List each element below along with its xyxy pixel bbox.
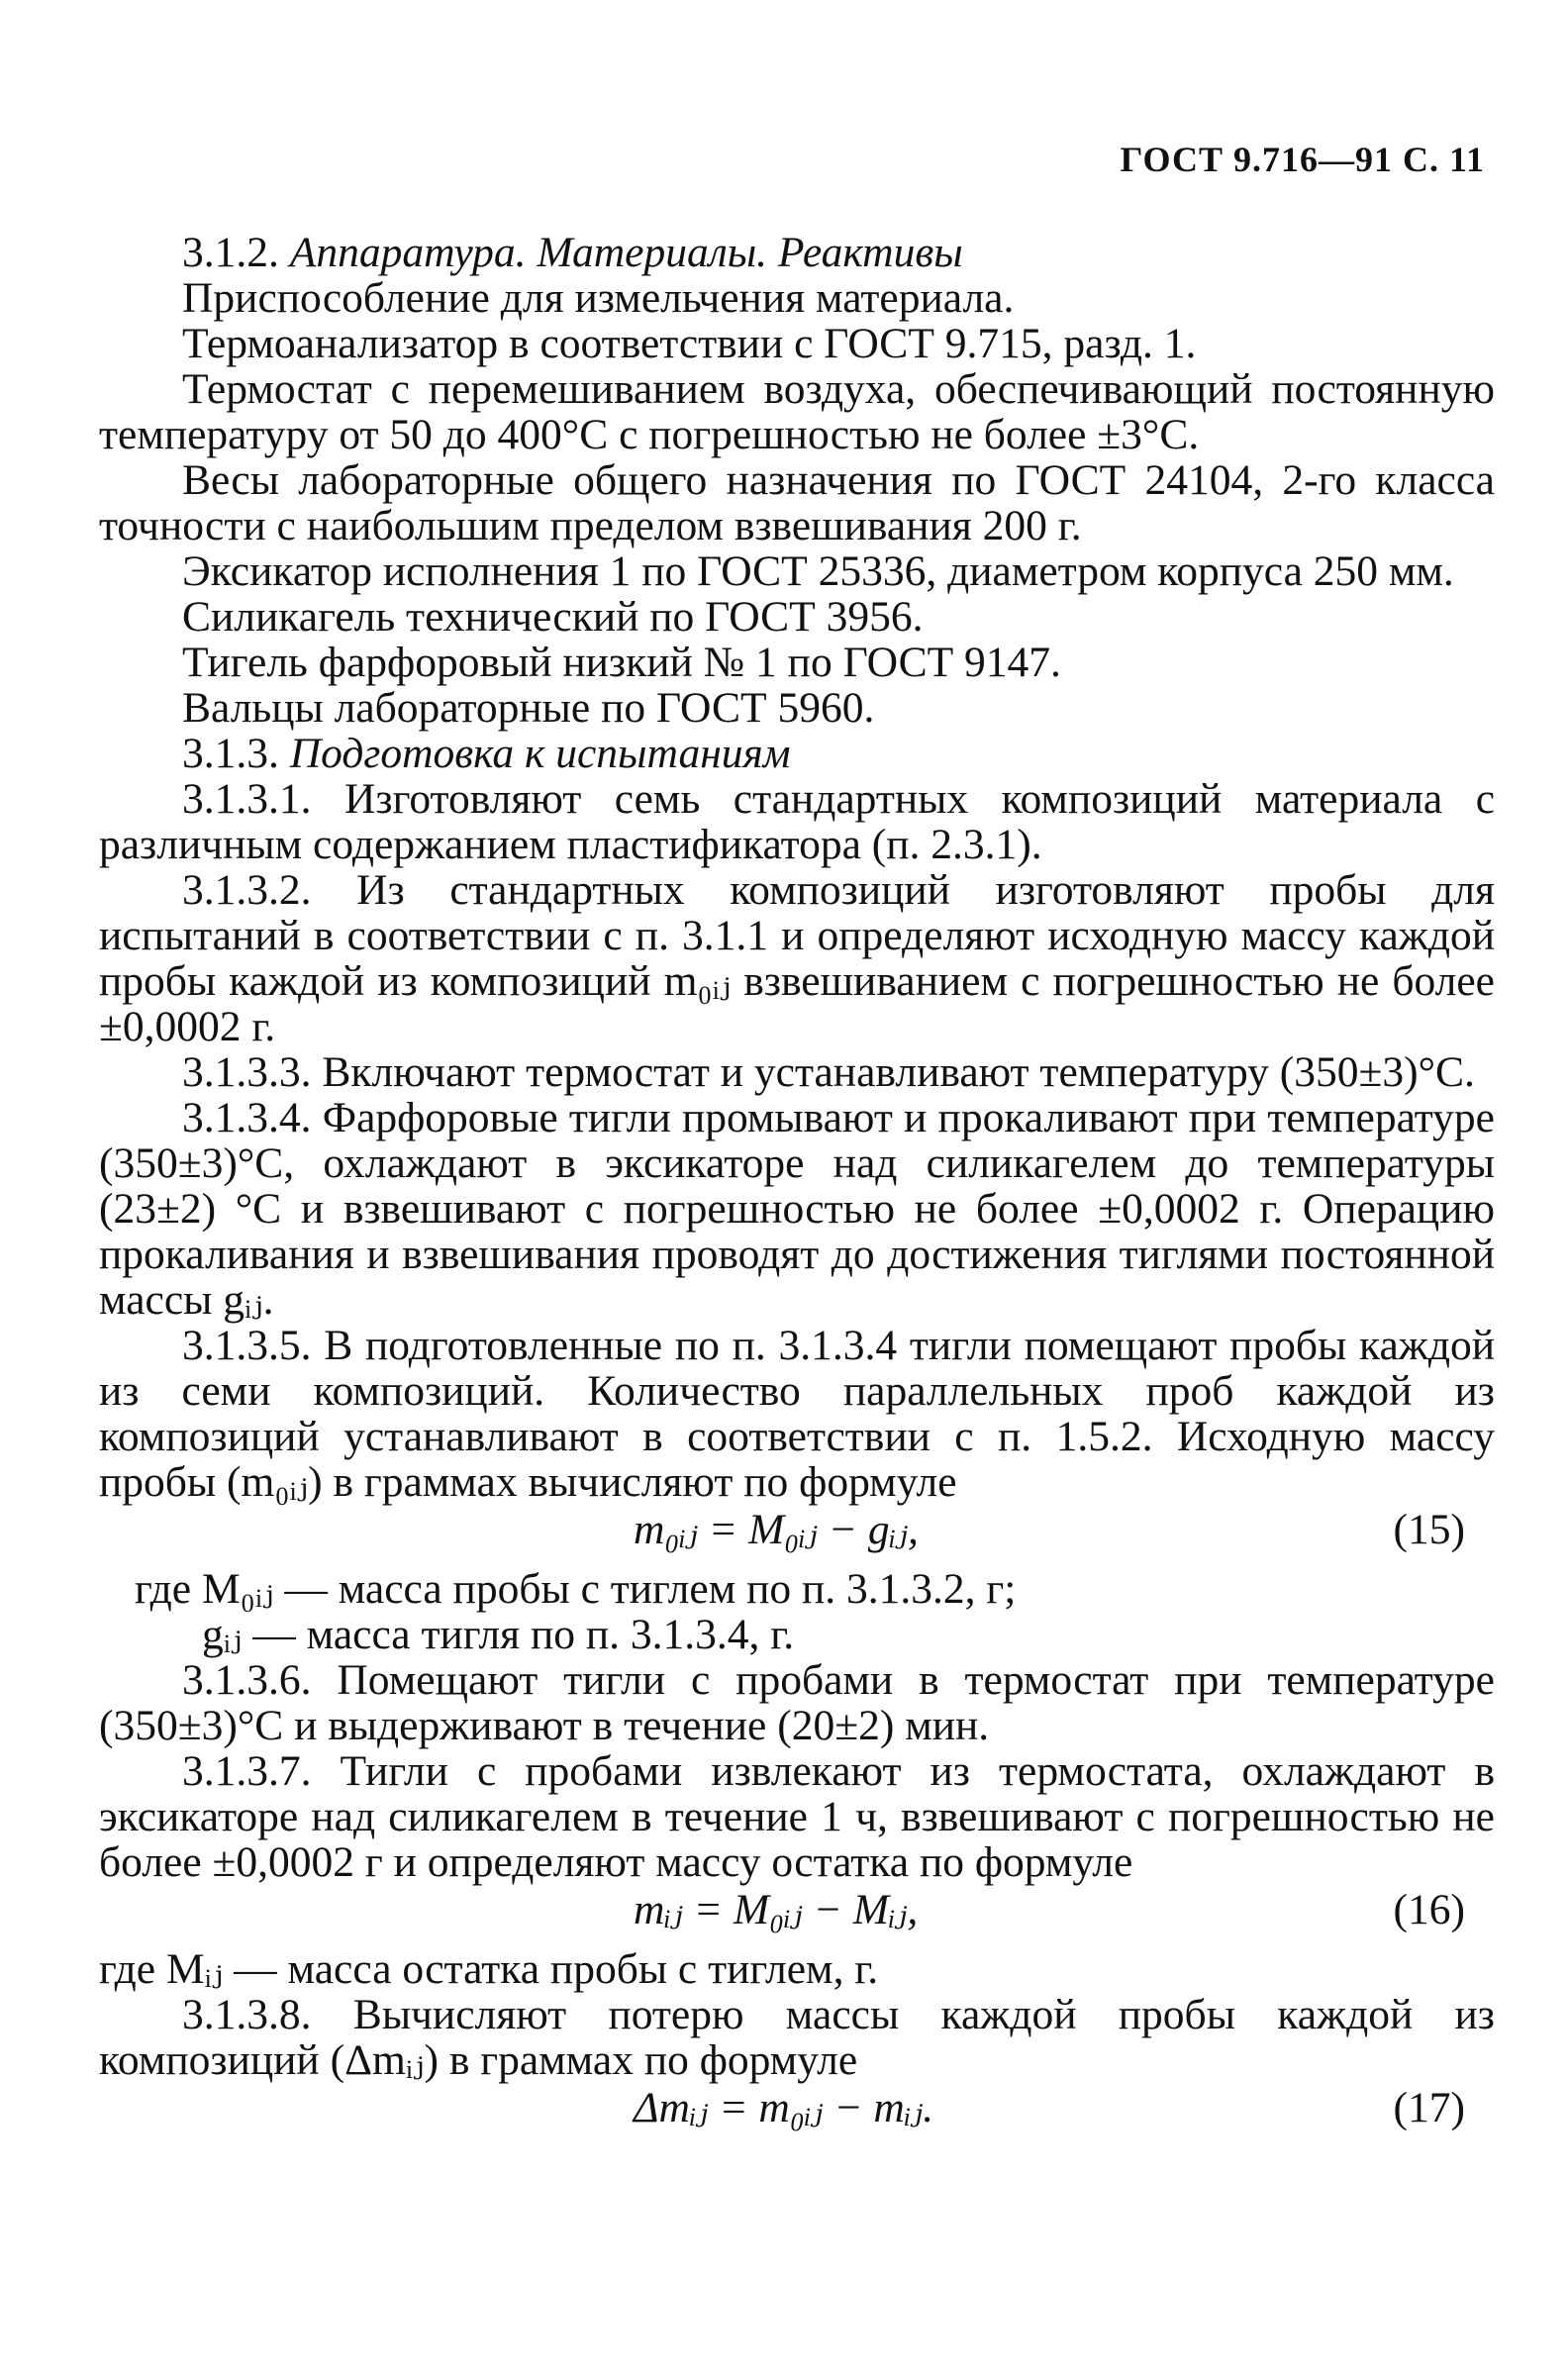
section-number: 3.1.3. [182, 730, 279, 777]
paragraph: Термостат с перемешиванием воздуха, обеспечивающий постоянную температуру от 50 до 400°С с погрешностью не более ±3°С. [99, 365, 1495, 458]
paragraph: Термоанализатор в соответствии с ГОСТ 9.715, разд. 1. [182, 320, 1197, 367]
section-3-1-2-heading [99, 230, 1495, 275]
formula-number: (15) [1393, 1506, 1465, 1553]
paragraph: Силикагель технический по ГОСТ 3956. [182, 593, 924, 641]
formula-expression: Δmᵢⱼ = m₀ᵢⱼ − mᵢⱼ. [634, 2084, 934, 2131]
section-number: 3.1.2. [182, 229, 279, 276]
formula-number: (17) [1393, 2084, 1465, 2131]
paragraph: 3.1.3.6. Помещают тигли с пробами в термостат при температуре (350±3)°С и выдерживают в течение (20±2) мин. [99, 1656, 1495, 1749]
paragraph: Вальцы лабораторные по ГОСТ 5960. [182, 684, 875, 732]
formula-expression: m₀ᵢⱼ = M₀ᵢⱼ − gᵢⱼ, [634, 1506, 919, 1553]
page-header: ГОСТ 9.716—91 С. 11 [1120, 140, 1485, 179]
document-body [99, 230, 1495, 2144]
paragraph: 3.1.3.2. Из стандартных композиций изготовляют пробы для испытаний в соответствии с п. 3.1.1 и определяют исходную массу каждой пробы каждой из композиций m₀ᵢⱼ взвешиванием с погрешностью не более ±0,0002 г. [99, 866, 1495, 1050]
formula-17 [99, 2085, 1495, 2142]
paragraph: Весы лабораторные общего назначения по ГОСТ 24104, 2-го класса точности с наибольшим пределом взвешивания 200 г. [99, 456, 1495, 549]
paragraph: Тигель фарфоровый низкий № 1 по ГОСТ 9147. [182, 639, 1061, 686]
paragraph: 3.1.3.7. Тигли с пробами извлекают из термостата, охлаждают в эксикаторе над силикагелем в течение 1 ч, взвешивают с погрешностью не более ±0,0002 г и определяют массу остатка по формуле [99, 1747, 1495, 1886]
formula-legend: где Mᵢⱼ — масса остатка пробы с тиглем, г. [99, 1945, 879, 1993]
formula-legend: где M₀ᵢⱼ — масса пробы с тиглем по п. 3.1.3.2, г; [135, 1565, 1017, 1613]
paragraph: Приспособление для измельчения материала. [182, 274, 1015, 322]
section-title: Подготовка к испытаниям [289, 730, 791, 777]
formula-legend: gᵢⱼ — масса тигля по п. 3.1.3.4, г. [202, 1611, 795, 1658]
formula-number: (16) [1393, 1886, 1465, 1933]
paragraph: 3.1.3.4. Фарфоровые тигли промывают и прокаливают при температуре (350±3)°С, охлаждают в эксикаторе над силикагелем до температуры (23±2) °С и взвешивают с погрешностью не более ±0,0002 г. Операцию прокаливания и взвешивания проводят до достижения тиглями постоянной массы gᵢⱼ. [99, 1094, 1495, 1324]
formula-16 [99, 1887, 1495, 1944]
section-3-1-3-heading [99, 731, 1495, 776]
formula-expression: mᵢⱼ = M₀ᵢⱼ − Mᵢⱼ, [634, 1886, 919, 1933]
paragraph: 3.1.3.5. В подготовленные по п. 3.1.3.4 тигли помещают пробы каждой из семи композиций. Количество параллельных проб каждой из композиций устанавливают в соответствии с п. 1.5.2. Исходную массу пробы (m₀ᵢⱼ) в граммах вычисляют по формуле [99, 1322, 1495, 1506]
formula-15 [99, 1507, 1495, 1564]
paragraph: 3.1.3.8. Вычисляют потерю массы каждой пробы каждой из композиций (Δmᵢⱼ) в граммах по формуле [99, 1991, 1495, 2084]
paragraph: 3.1.3.3. Включают термостат и устанавливают температуру (350±3)°С. [182, 1048, 1475, 1096]
paragraph: 3.1.3.1. Изготовляют семь стандартных композиций материала с различным содержанием пластификатора (п. 2.3.1). [99, 775, 1495, 868]
section-title: Аппаратура. Материалы. Реактивы [289, 229, 963, 276]
paragraph: Эксикатор исполнения 1 по ГОСТ 25336, диаметром корпуса 250 мм. [182, 547, 1454, 595]
